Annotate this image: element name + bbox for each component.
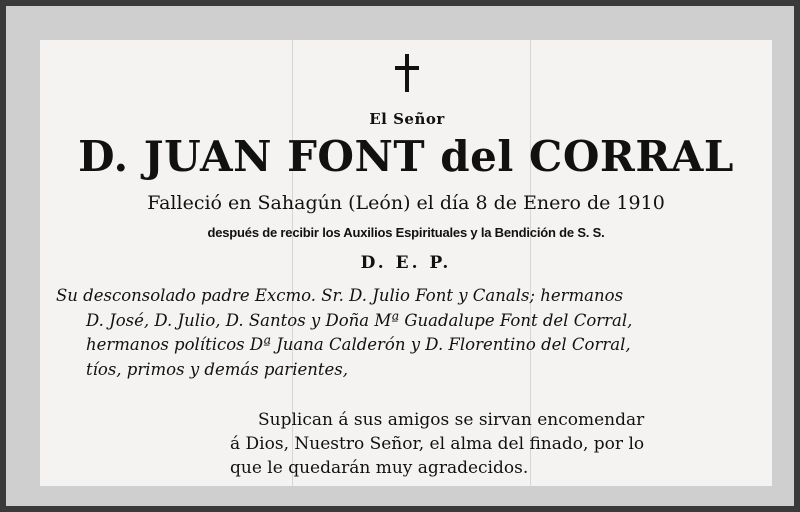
sacraments-line: después de recibir los Auxilios Espirituales y la Bendición de S. S.: [207, 225, 605, 240]
rip-abbreviation: D. E. P.: [360, 253, 452, 273]
family-paragraph: [56, 284, 762, 382]
request-line: que le quedarán muy agradecidos.: [230, 458, 529, 478]
notice-heading: El Señor: [369, 110, 445, 128]
request-line: á Dios, Nuestro Señor, el alma del finado, por lo: [230, 434, 645, 454]
cross-icon: [395, 54, 419, 92]
death-line: Falleció en Sahagún (León) el día 8 de Enero de 1910: [147, 192, 665, 214]
family-line: tíos, primos y demás parientes,: [86, 359, 348, 379]
frame-mat: [6, 6, 794, 506]
deceased-name: D. JUAN FONT del CORRAL: [78, 132, 734, 181]
family-line: hermanos políticos Dª Juana Calderón y D. Florentino del Corral,: [86, 335, 631, 354]
death-notice: [40, 40, 772, 486]
family-line: Su desconsolado padre Excmo. Sr. D. Julio Font y Canals; hermanos: [56, 286, 624, 305]
newspaper-clipping: [40, 40, 772, 486]
family-line: D. José, D. Julio, D. Santos y Doña Mª Guadalupe Font del Corral,: [86, 310, 633, 330]
request-line: Suplican á sus amigos se sirvan encomendar: [258, 410, 645, 430]
request-paragraph: [230, 408, 750, 480]
